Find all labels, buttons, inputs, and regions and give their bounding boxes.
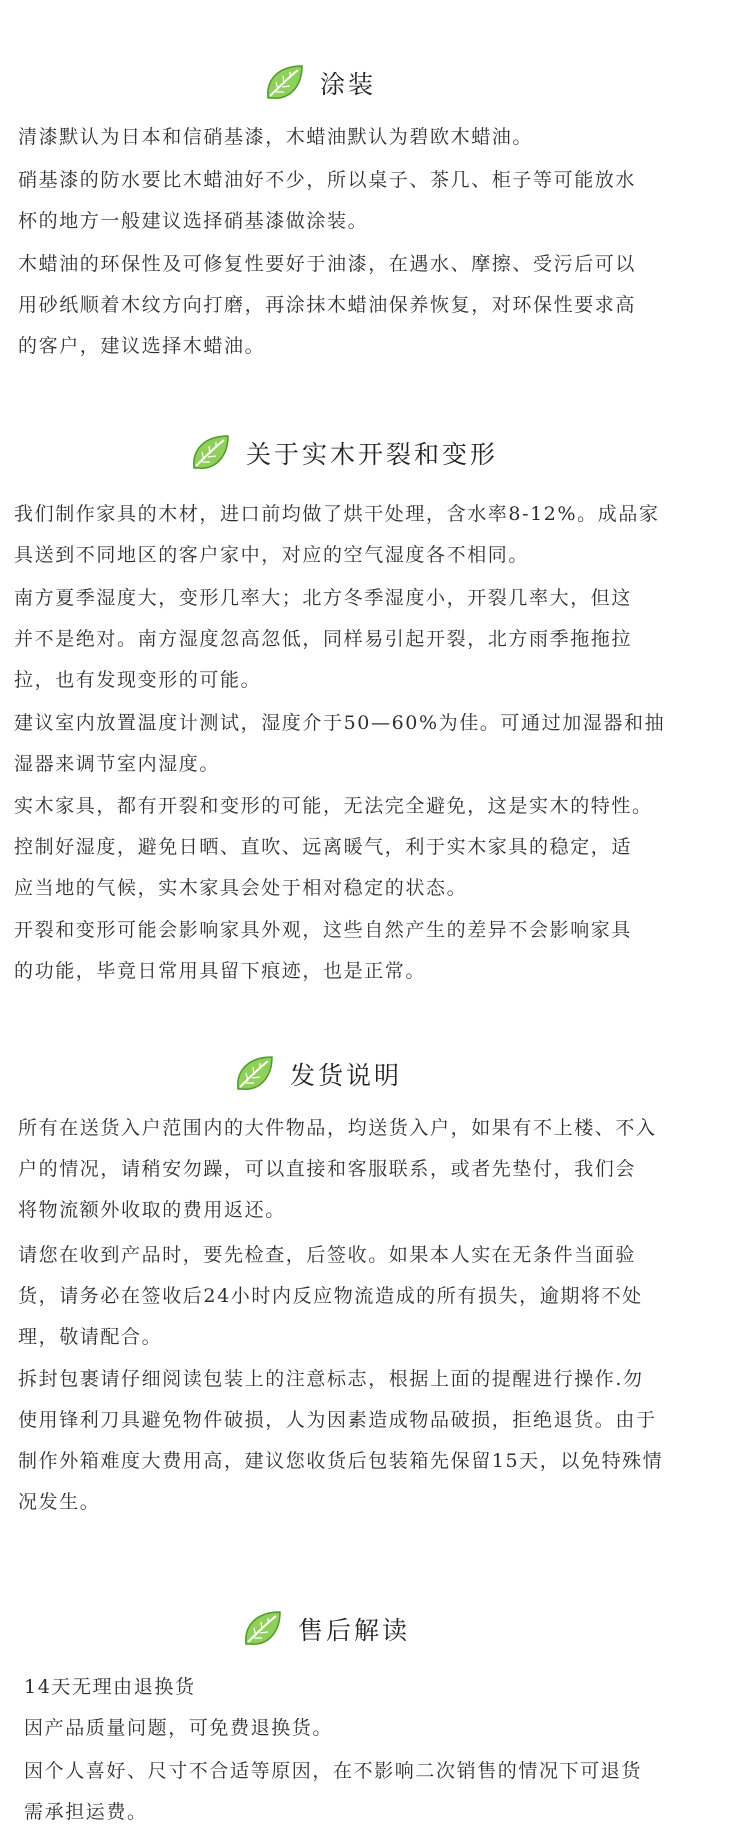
text-line: 湿器来调节室内湿度。	[14, 753, 221, 775]
paragraph	[18, 1108, 657, 1231]
text-line: 具送到不同地区的客户家中，对应的空气湿度各不相同。	[14, 544, 530, 566]
leaf-icon	[232, 1053, 276, 1095]
paragraph	[14, 786, 653, 909]
section-title: 关于实木开裂和变形	[246, 440, 499, 469]
paragraph	[14, 578, 632, 701]
text-line: 硝基漆的防水要比木蜡油好不少，所以桌子、茶几、柜子等可能放水	[18, 169, 637, 191]
text-line: 建议室内放置温度计测试，湿度介于50—60%为佳。可通过加湿器和抽	[14, 712, 666, 734]
section-header-cracking	[188, 432, 498, 474]
leaf-icon	[188, 432, 232, 474]
text-line: 开裂和变形可能会影响家具外观，这些自然产生的差异不会影响家具	[14, 919, 633, 941]
text-line: 拉，也有发现变形的可能。	[14, 669, 262, 691]
text-line: 的功能，毕竟日常用具留下痕迹，也是正常。	[14, 960, 427, 982]
text-line: 拆封包裹请仔细阅读包装上的注意标志，根据上面的提醒进行操作.勿	[18, 1368, 644, 1390]
text-line: 将物流额外收取的费用返还。	[18, 1199, 286, 1221]
text-line: 户的情况，请稍安勿躁，可以直接和客服联系，或者先垫付，我们会	[18, 1158, 637, 1180]
text-line: 的客户，建议选择木蜡油。	[18, 335, 266, 357]
text-line: 需承担运费。	[24, 1801, 148, 1823]
text-line: 木蜡油的环保性及可修复性要好于油漆，在遇水、摩擦、受污后可以	[18, 253, 637, 275]
paragraph	[18, 244, 636, 367]
paragraph	[24, 1708, 333, 1749]
section-title: 涂装	[320, 70, 377, 99]
text-line: 用砂纸顺着木纹方向打磨，再涂抹木蜡油保养恢复，对环保性要求高	[18, 294, 637, 316]
paragraph	[18, 1359, 663, 1523]
leaf-icon	[262, 62, 306, 104]
text-line: 南方夏季湿度大，变形几率大；北方冬季湿度小，开裂几率大，但这	[14, 587, 633, 609]
text-line: 14天无理由退换货	[24, 1676, 196, 1698]
paragraph	[18, 1235, 643, 1358]
section-header-after-sales	[240, 1608, 410, 1650]
text-line: 因产品质量问题，可免费退换货。	[24, 1717, 334, 1739]
text-line: 货，请务必在签收后24小时内反应物流造成的所有损失，逾期将不处	[18, 1285, 643, 1307]
text-line: 请您在收到产品时，要先检查，后签收。如果本人实在无条件当面验	[18, 1244, 637, 1266]
text-line: 杯的地方一般建议选择硝基漆做涂装。	[18, 210, 369, 232]
text-line: 实木家具，都有开裂和变形的可能，无法完全避免，这是实木的特性。	[14, 795, 653, 817]
paragraph	[18, 160, 636, 242]
section-title: 发货说明	[290, 1061, 403, 1090]
paragraph	[24, 1751, 642, 1833]
leaf-icon	[240, 1608, 284, 1650]
text-line: 况发生。	[18, 1491, 101, 1513]
paragraph	[14, 494, 660, 576]
text-line: 所有在送货入户范围内的大件物品，均送货入户，如果有不上楼、不入	[18, 1117, 657, 1139]
section-title: 售后解读	[298, 1616, 411, 1645]
text-line: 控制好湿度，避免日晒、直吹、远离暖气，利于实木家具的稳定，适	[14, 836, 633, 858]
section-header-coating	[262, 62, 376, 104]
paragraph	[18, 117, 533, 158]
section-header-shipping	[232, 1053, 402, 1095]
text-line: 并不是绝对。南方湿度忽高忽低，同样易引起开裂，北方雨季拖拖拉	[14, 628, 633, 650]
paragraph	[24, 1667, 196, 1708]
paragraph	[14, 703, 665, 785]
text-line: 制作外箱难度大费用高，建议您收货后包装箱先保留15天，以免特殊情	[18, 1450, 664, 1472]
text-line: 应当地的气候，实木家具会处于相对稳定的状态。	[14, 877, 468, 899]
text-line: 使用锋利刀具避免物件破损，人为因素造成物品破损，拒绝退货。由于	[18, 1409, 657, 1431]
text-line: 因个人喜好、尺寸不合适等原因，在不影响二次销售的情况下可退货	[24, 1760, 643, 1782]
paragraph	[14, 910, 632, 992]
text-line: 清漆默认为日本和信硝基漆，木蜡油默认为碧欧木蜡油。	[18, 126, 534, 148]
text-line: 我们制作家具的木材，进口前均做了烘干处理，含水率8-12%。成品家	[14, 503, 660, 525]
text-line: 理，敬请配合。	[18, 1326, 163, 1348]
